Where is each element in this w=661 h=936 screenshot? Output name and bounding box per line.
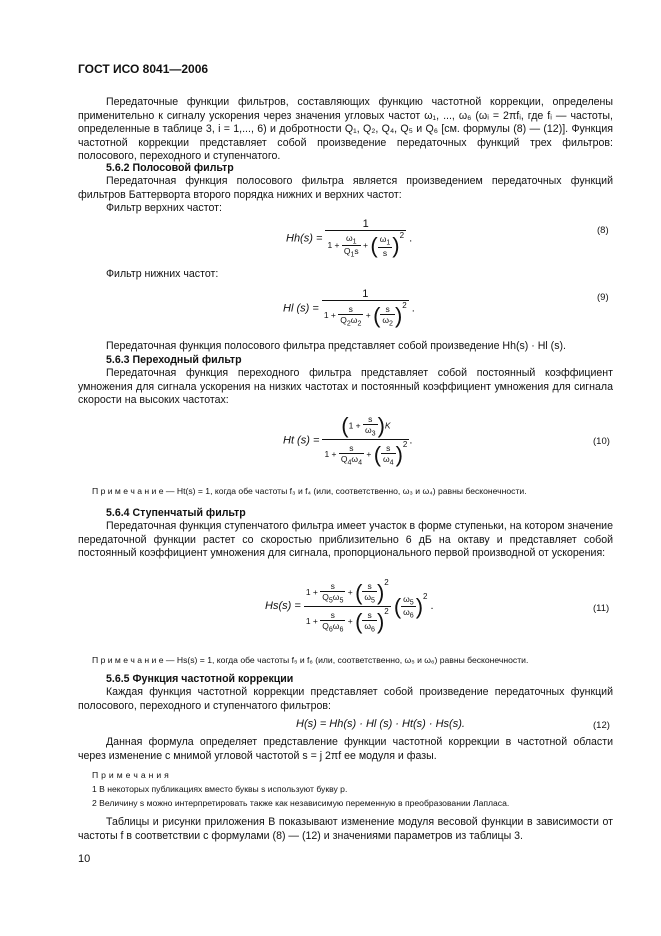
eq11-lhs: Hs(s) =: [265, 600, 301, 613]
section-5-6-5-paragraph-2: Данная формула определяет представление функции частотной коррекции в частотной области через изменение с мнимой угловой частотой s = j 2πf ее модуля и фазы.: [78, 736, 613, 762]
equation-11-number: (11): [593, 603, 610, 614]
equation-12: H(s) = Hh(s) · Hl (s) · Ht(s) · Hs(s).: [296, 718, 465, 730]
section-5-6-5-paragraph: Каждая функция частотной коррекции представляет собой произведение передаточных функций полосового, переходного и ступенчатого фильтров:: [78, 686, 613, 712]
note-2: 2 Величину s можно интерпретировать также как независимую переменную в преобразовании Лапласа.: [92, 798, 510, 808]
notes-title: П р и м е ч а н и я: [92, 770, 170, 780]
equation-8-number: (8): [597, 225, 609, 236]
band-pass-product: Передаточная функция полосового фильтра представляет собой произведение Hh(s) · Hl (s).: [106, 340, 566, 352]
eq9-numerator: 1: [322, 288, 409, 301]
document-header: ГОСТ ИСО 8041—2006: [78, 62, 209, 76]
eq9-lhs: Hl (s) =: [283, 302, 319, 315]
section-5-6-4-paragraph: Передаточная функция ступенчатого фильтра имеет участок в форме ступеньки, на котором значение передаточной функции растет со скоростью приблизительно 6 дБ на октаву и представляет собой постоянный коэффициент умножения для сигнала, пропорционального первой производной от ускорения:: [78, 520, 613, 560]
equation-9-number: (9): [597, 292, 609, 303]
section-5-6-5-heading: 5.6.5 Функция частотной коррекции: [106, 673, 294, 685]
equation-10-number: (10): [593, 436, 610, 447]
equation-11: Hs(s) = 1 + $\frac{s}{Q_5\omega_5}$ + ( $\frac{s}{\omega_5}$ )2 1 + $\frac{s}{Q_6\omega_6}$ + ( $\frac{s}{\omega_6}$ )2 ( $\frac{\omega_5}{\omega_6}$ )2 .: [265, 578, 434, 634]
equation-8: Hh(s) = 1 1 + $\frac{\omega_1}{Q_1s}$ + ( $\frac{\omega_1}{s}$ )2 .: [286, 218, 413, 259]
equation-12-number: (12): [593, 720, 610, 731]
final-paragraph: Таблицы и рисунки приложения В показывают изменение модуля весовой функции в зависимости от частоты f в соответствии с формулами (8) — (12) и значениями параметров из таблицы 3.: [78, 816, 613, 842]
section-5-6-2-paragraph: Передаточная функция полосового фильтра является произведением передаточных функций фильтров Баттерворта второго порядка нижних и верхних частот:: [78, 175, 613, 201]
note-5-6-3: П р и м е ч а н и е — Ht(s) = 1, когда обе частоты f₃ и f₄ (или, соответственно, ω₃ и ω₄) равны бесконечности.: [92, 486, 527, 496]
high-pass-label: Фильтр верхних частот:: [106, 202, 222, 214]
eq8-lhs: Hh(s) =: [286, 232, 323, 245]
section-5-6-2-heading: 5.6.2 Полосовой фильтр: [106, 162, 234, 174]
section-5-6-3-paragraph: Передаточная функция переходного фильтра представляет собой постоянный коэффициент умножения для сигнала ускорения на низких частотах и постоянный коэффициент умножения для сигнала скорости на высоких частотах:: [78, 367, 613, 407]
section-5-6-3-heading: 5.6.3 Переходный фильтр: [106, 354, 242, 366]
equation-10: Ht (s) = (1 + $\frac{s}{\omega_3}$ )K 1 + $\frac{s}{Q_4\omega_4}$ + ( $\frac{s}{\omega_4}$ )2 .: [283, 413, 413, 467]
eq8-numerator: 1: [325, 218, 406, 231]
intro-paragraph: Передаточные функции фильтров, составляющих функцию частотной коррекции, определены применительно к сигналу ускорения через значения угловых частот ω₁, ..., ω₆ (ωᵢ = 2πfᵢ, где fᵢ — частоты, определенные в таблице 3, i = 1,..., 6) и добротности Q₁, Q₂, Q₄, Q₅ и Q₆ [см. формулы (8) — (12)]. Функция частотной коррекции представляет собой произведение передаточных функций трех фильтров: полосового, переходного и ступенчатого.: [78, 96, 613, 163]
section-5-6-4-heading: 5.6.4 Ступенчатый фильтр: [106, 507, 246, 519]
eq10-lhs: Ht (s) =: [283, 434, 320, 447]
note-5-6-4: П р и м е ч а н и е — Hs(s) = 1, когда обе частоты f₅ и f₆ (или, соответственно, ω₅ и ω₆) равны бесконечности.: [92, 655, 529, 665]
page-number: 10: [78, 853, 91, 865]
note-1: 1 В некоторых публикациях вместо буквы s используют букву p.: [92, 784, 348, 794]
low-pass-label: Фильтр нижних частот:: [106, 268, 219, 280]
equation-9: Hl (s) = 1 1 + $\frac{s}{Q_2\omega_2}$ + ( $\frac{s}{\omega_2}$ )2 .: [283, 288, 415, 328]
